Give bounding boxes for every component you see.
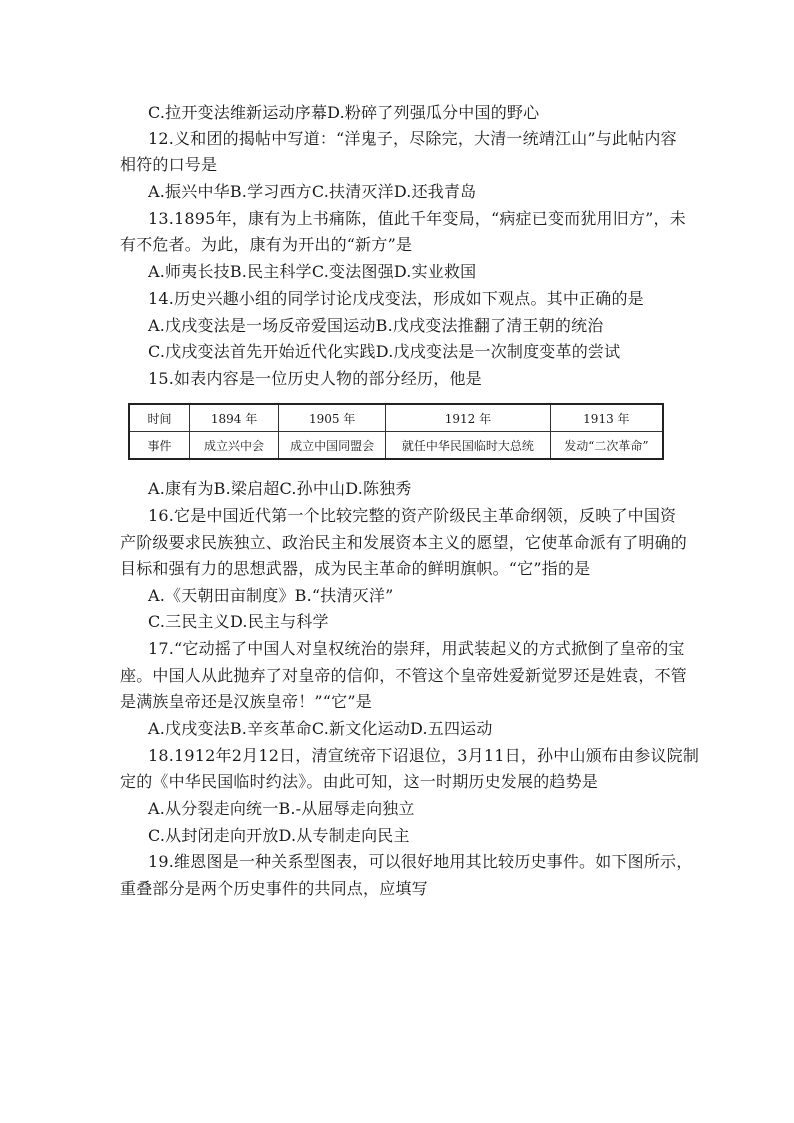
q15-options: A.康有为B.梁启超C.孙中山D.陈独秀 <box>148 479 412 498</box>
q16-stem-line3: 目标和强有力的思想武器，成为民主革命的鲜明旗帜。“它”指的是 <box>120 559 591 578</box>
q12-options: A.振兴中华B.学习西方C.扶清灭洋D.还我青岛 <box>148 182 477 201</box>
q12-stem-line2: 相符的口号是 <box>120 155 218 174</box>
table-header-cell: 1894 年 <box>189 404 278 432</box>
table-cell: 发动“二次革命” <box>550 432 663 460</box>
q13-options: A.师夷长技B.民主科学C.变法图强D.实业救国 <box>148 262 477 281</box>
q13-stem-line2: 有不危者。为此，康有为开出的“新方”是 <box>120 235 413 254</box>
q16-stem-line2: 产阶级要求民族独立、政治民主和发展资本主义的愿望，它使革命派有了明确的 <box>120 533 688 552</box>
table-header-cell: 时间 <box>129 404 189 432</box>
q12-stem-line1: 12.义和团的揭帖中写道：“洋鬼子，尽除完，大清一统靖江山”与此帖内容 <box>148 129 677 148</box>
q17-stem-line2: 座。中国人从此抛弃了对皇帝的信仰，不管这个皇帝姓爱新觉罗还是姓袁，不管 <box>120 666 688 685</box>
table-cell: 成立兴中会 <box>189 432 278 460</box>
q18-options-cd: C.从封闭走向开放D.从专制走向民主 <box>148 826 410 845</box>
table-header-cell: 1905 年 <box>279 404 386 432</box>
q16-options-ab: A.《天朝田亩制度》B.“扶清灭洋” <box>148 586 394 605</box>
q14-stem: 14.历史兴趣小组的同学讨论戊戌变法，形成如下观点。其中正确的是 <box>148 289 644 308</box>
q14-options-ab: A.戊戌变法是一场反帝爱国运动B.戊戌变法推翻了清王朝的统治 <box>148 316 604 335</box>
q17-stem-line3: 是满族皇帝还是汉族皇帝！”“它”是 <box>120 692 372 711</box>
q11-options-cd: C.拉开变法维新运动序幕D.粉碎了列强瓜分中国的野心 <box>148 103 540 122</box>
q14-options-cd: C.戊戌变法首先开始近代化实践D.戊戌变法是一次制度变革的尝试 <box>148 342 621 361</box>
q18-stem-line2: 定的《中华民国临时约法》。由此可知，这一时期历史发展的趋势是 <box>120 772 599 791</box>
q19-stem-line2: 重叠部分是两个历史事件的共同点，应填写 <box>120 879 428 898</box>
table-header-cell: 1912 年 <box>386 404 551 432</box>
table-cell: 成立中国同盟会 <box>279 432 386 460</box>
q18-options-ab: A.从分裂走向统一B.-从屈辱走向独立 <box>148 799 415 818</box>
table-row <box>129 432 663 460</box>
q15-table <box>128 403 664 460</box>
table-row <box>129 404 663 432</box>
q19-stem-line1: 19.维恩图是一种关系型图表，可以很好地用其比较历史事件。如下图所示， <box>148 852 693 871</box>
table-cell: 事件 <box>129 432 189 460</box>
q18-stem-line1: 18.1912年2月12日，清宣统帝下诏退位，3月11日，孙中山颁布由参议院制 <box>148 746 700 765</box>
q16-options-cd: C.三民主义D.民主与科学 <box>148 612 329 631</box>
q15-stem: 15.如表内容是一位历史人物的部分经历，他是 <box>148 369 482 388</box>
table-cell: 就任中华民国临时大总统 <box>386 432 551 460</box>
q13-stem-line1: 13.1895年，康有为上书痛陈，值此千年变局，“病症已变而犹用旧方”，未 <box>148 209 686 228</box>
table-header-cell: 1913 年 <box>550 404 663 432</box>
q16-stem-line1: 16.它是中国近代第一个比较完整的资产阶级民主革命纲领，反映了中国资 <box>148 506 677 525</box>
q17-stem-line1: 17.“它动摇了中国人对皇权统治的崇拜，用武装起义的方式掀倒了皇帝的宝 <box>148 639 685 658</box>
q17-options: A.戊戌变法B.辛亥革命C.新文化运动D.五四运动 <box>148 719 493 738</box>
